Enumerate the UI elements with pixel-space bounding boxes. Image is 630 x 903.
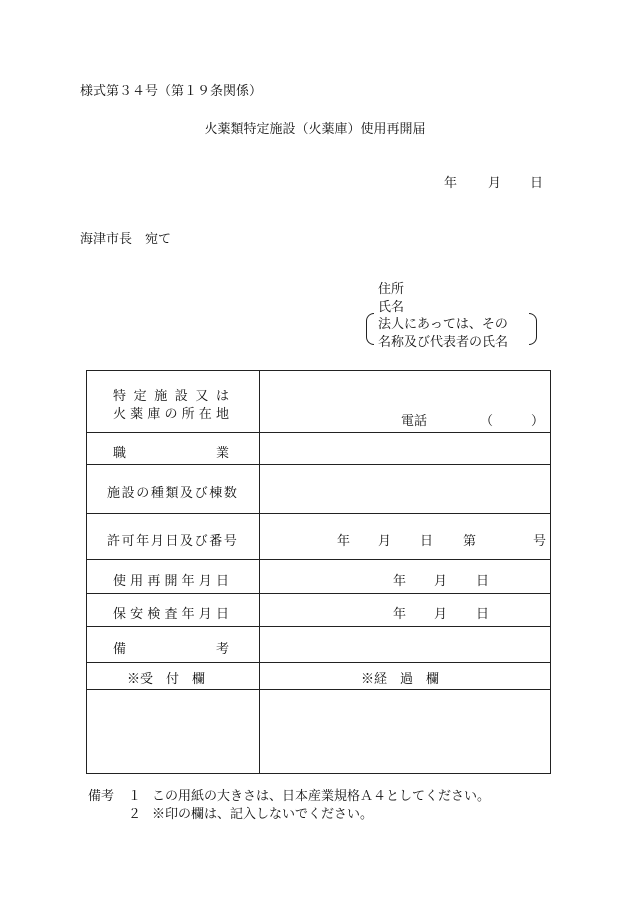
phone-paren-open: （ — [480, 414, 494, 429]
permit-month-label: 月 — [378, 534, 392, 549]
resume-year-label: 年 — [393, 574, 407, 589]
table-rule — [87, 626, 550, 627]
resume-date-label: 使 用 再 開 年 月 日 — [113, 574, 229, 589]
facility-type-label: 施 設 の 種 類 及 び 棟 数 — [107, 486, 237, 501]
column-divider — [259, 371, 260, 773]
reception-column-label: ※受 付 欄 — [127, 672, 206, 687]
inspection-date-label: 保 安 検 査 年 月 日 — [113, 607, 229, 622]
remarks-label: 備 考 — [113, 642, 229, 657]
permit-label: 許 可 年 月 日 及 び 番 号 — [107, 534, 237, 549]
notes-heading: 備考 — [88, 789, 115, 804]
note-number: １ — [128, 789, 142, 804]
permit-year-label: 年 — [337, 534, 351, 549]
permit-number-prefix: 第 — [463, 534, 477, 549]
note-number: ２ — [128, 807, 142, 822]
corp-note-line2: 名称及び代表者の氏名 — [378, 335, 509, 350]
inspection-month-label: 月 — [434, 607, 448, 622]
date-day-label: 日 — [530, 176, 544, 191]
phone-label: 電話 — [401, 414, 428, 429]
table-rule — [87, 662, 550, 663]
table-rule — [87, 689, 550, 690]
form-title: 火薬類特定施設（火薬庫）使用再開届 — [204, 122, 426, 137]
note-text: この用紙の大きさは、日本産業規格Ａ４としてください。 — [152, 789, 491, 804]
date-month-label: 月 — [488, 176, 502, 191]
application-table — [86, 370, 551, 774]
date-year-label: 年 — [444, 176, 458, 191]
note-text: ※印の欄は、記入しないでください。 — [152, 807, 374, 822]
corp-note-line1: 法人にあっては、その — [378, 317, 508, 332]
address-label: 住所 — [378, 282, 405, 297]
location-label-line1: 特 定 施 設 又 は — [113, 389, 229, 404]
resume-day-label: 日 — [476, 574, 490, 589]
permit-number-suffix: 号 — [533, 534, 547, 549]
form-number: 様式第３４号（第１９条関係） — [80, 84, 263, 99]
progress-column-label: ※経 過 欄 — [361, 672, 440, 687]
table-rule — [87, 593, 550, 594]
table-rule — [87, 432, 550, 433]
table-rule — [87, 513, 550, 514]
right-bracket — [529, 313, 537, 345]
name-label: 氏名 — [378, 300, 405, 315]
location-label-line2: 火 薬 庫 の 所 在 地 — [113, 407, 229, 422]
table-rule — [87, 559, 550, 560]
inspection-year-label: 年 — [393, 607, 407, 622]
left-bracket — [366, 313, 374, 345]
inspection-day-label: 日 — [476, 607, 490, 622]
phone-paren-close: ） — [531, 414, 545, 429]
occupation-label: 職 業 — [113, 446, 229, 461]
permit-day-label: 日 — [420, 534, 434, 549]
table-rule — [87, 464, 550, 465]
resume-month-label: 月 — [434, 574, 448, 589]
recipient: 海津市長 宛て — [80, 232, 172, 247]
